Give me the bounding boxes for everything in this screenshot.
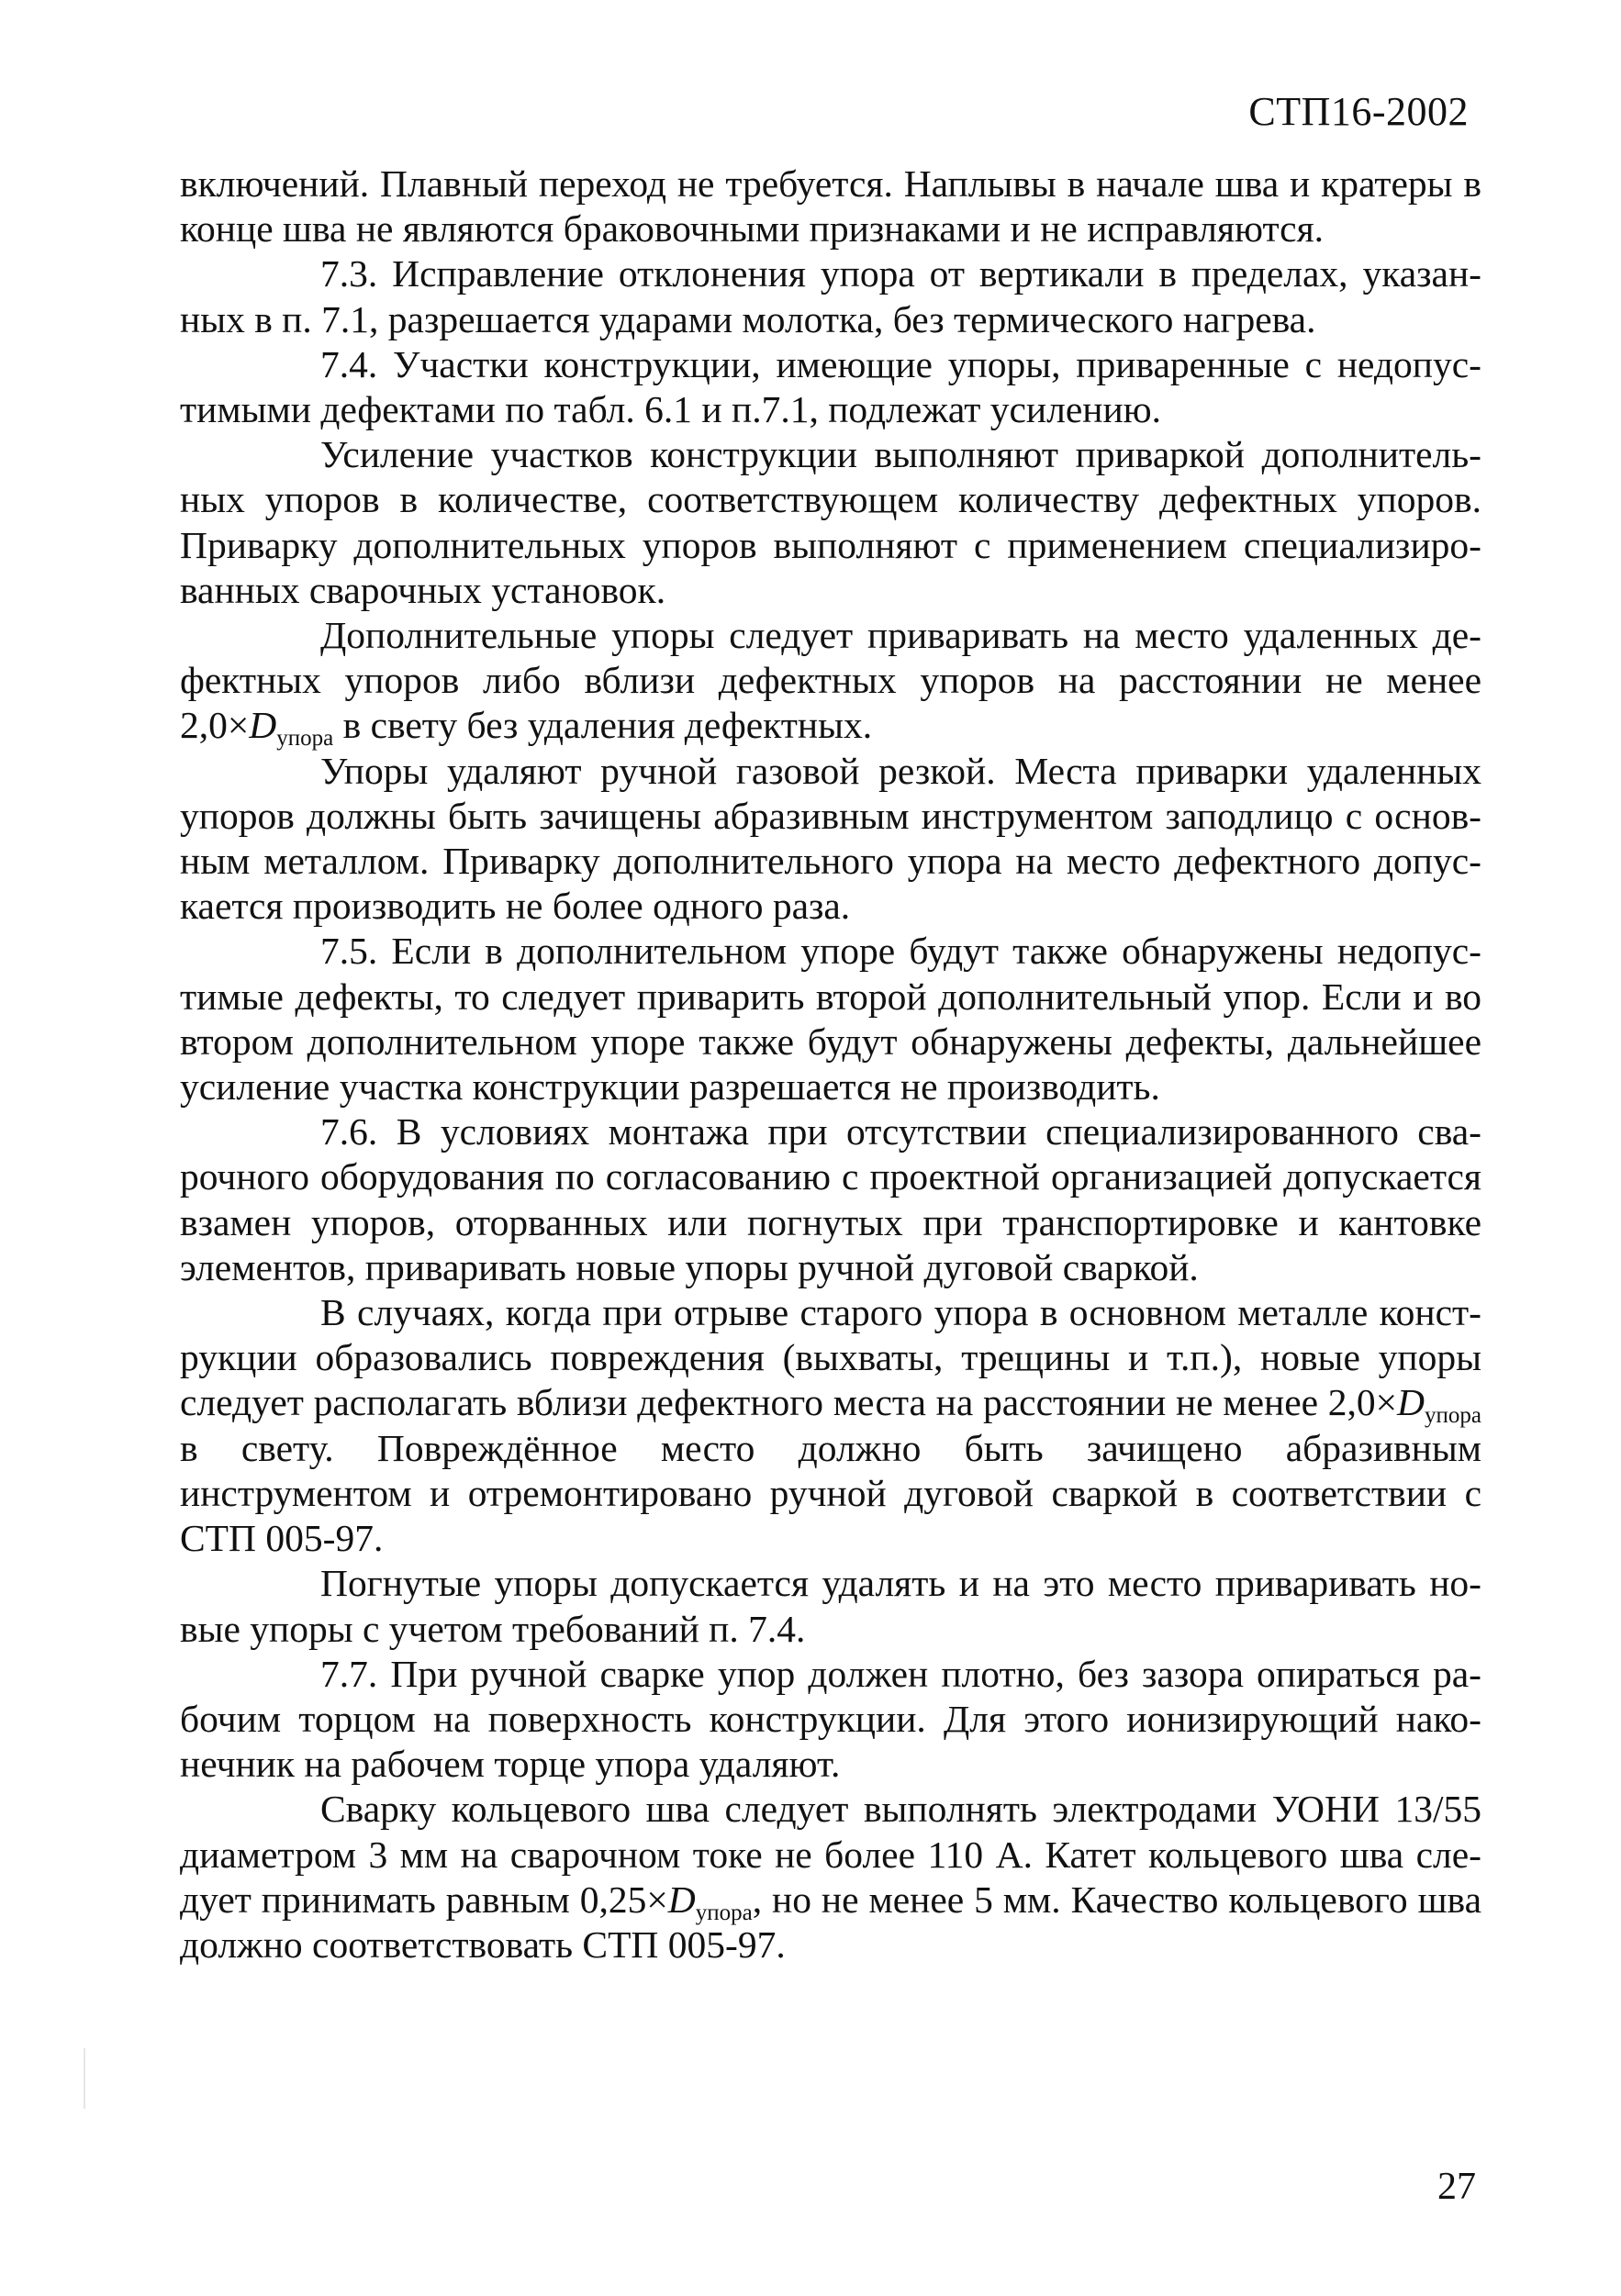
body-text bbox=[180, 162, 1481, 1967]
paragraph-p10 bbox=[180, 1652, 1481, 1788]
symbol-d: D bbox=[667, 1878, 696, 1921]
text-segment: в свету без удаления дефектных. bbox=[333, 704, 873, 747]
text-segment: в свету. Повреждённое место должно быть зачищено абразивным инструментом и отремонтировано ручной дуговой сваркой в соответствии с СТП 005-97. bbox=[180, 1426, 1481, 1560]
paragraph-p3 bbox=[180, 432, 1481, 613]
text-segment: Упоры удаляют ручной газовой резкой. Места приварки удаленных упоров должны быть зачищены абразивным инструментом заподлицо с основным металлом. Приварку дополнительного упора на место дефектного допускается производить не более одного раза. bbox=[180, 749, 1481, 928]
paragraph-p2 bbox=[180, 342, 1481, 432]
scan-artifact bbox=[84, 2048, 85, 2109]
text-segment: включений. Плавный переход не требуется. Наплывы в начале шва и кратеры в конце шва не являются браковочными признаками и не исправляются. bbox=[180, 162, 1481, 251]
paragraph-p7 bbox=[180, 1109, 1481, 1290]
text-segment: В случаях, когда при отрыве старого упора в основном металле конструкции образовались повреждения (выхваты, трещины и т.п.), новые упоры следует располагать вблизи дефектного места на расстоянии не менее 2,0× bbox=[180, 1291, 1481, 1424]
paragraph-p0 bbox=[180, 162, 1481, 251]
text-segment: 7.4. Участки конструкции, имеющие упоры, приваренные с недопустимыми дефектами по табл. 6.1 и п.7.1, подлежат усилению. bbox=[180, 342, 1481, 431]
paragraph-p11 bbox=[180, 1787, 1481, 1967]
paragraph-p1 bbox=[180, 251, 1481, 341]
paragraph-p8 bbox=[180, 1290, 1481, 1561]
paragraph-p9 bbox=[180, 1561, 1481, 1651]
symbol-d: D bbox=[249, 704, 277, 747]
text-segment: 7.5. Если в дополнительном упоре будут также обнаружены недопустимые дефекты, то следует приварить второй дополнительный упор. Если и во втором дополнительном упоре также будут обнаружены дефекты, дальнейшее усиление участка конструкции разрешается не производить. bbox=[180, 930, 1481, 1109]
document-code: СТП16-2002 bbox=[1248, 89, 1469, 134]
text-segment: 7.7. При ручной сварке упор должен плотно, без зазора опираться рабочим торцом на поверхность конструкции. Для этого ионизирующий наконечник на рабочем торце упора удаляют. bbox=[180, 1652, 1481, 1786]
text-segment: Погнутые упоры допускается удалять и на это место приваривать новые упоры с учетом требований п. 7.4. bbox=[180, 1562, 1481, 1650]
paragraph-p4 bbox=[180, 613, 1481, 752]
text-segment: 7.6. В условиях монтажа при отсутствии специализированного сварочного оборудования по согласованию с проектной организацией допускается взамен упоров, оторванных или погнутых при транспортировке и кантовке элементов, приваривать новые упоры ручной дуговой сваркой. bbox=[180, 1110, 1481, 1288]
paragraph-p6 bbox=[180, 929, 1481, 1109]
text-segment: Усиление участков конструкции выполняют приваркой дополнительных упоров в количестве, соответствующем количеству дефектных упоров. Приварку дополнительных упоров выполняют с применением специализированных сварочных установок. bbox=[180, 433, 1481, 611]
text-segment: Дополнительные упоры следует приваривать на место удаленных дефектных упоров либо вблизи дефектных упоров на расстоянии не менее 2,0× bbox=[180, 614, 1481, 747]
text-segment: 7.3. Исправление отклонения упора от вертикали в пределах, указанных в п. 7.1, разрешается ударами молотка, без термического нагрева. bbox=[180, 252, 1481, 340]
symbol-d: D bbox=[1397, 1381, 1425, 1424]
text-segment: Сварку кольцевого шва следует выполнять электродами УОНИ 13/55 диаметром 3 мм на сварочном токе не более 110 А. Катет кольцевого шва следует принимать равным 0,25× bbox=[180, 1788, 1481, 1921]
subscript-index: упора bbox=[695, 1900, 753, 1925]
paragraph-p5 bbox=[180, 749, 1481, 930]
subscript-index: упора bbox=[1425, 1403, 1481, 1429]
page-number: 27 bbox=[1437, 2166, 1476, 2208]
text-segment: , но не менее 5 мм. Качество кольцевого шва должно соответствовать СТП 005-97. bbox=[180, 1878, 1481, 1966]
subscript-index: упора bbox=[276, 726, 334, 752]
